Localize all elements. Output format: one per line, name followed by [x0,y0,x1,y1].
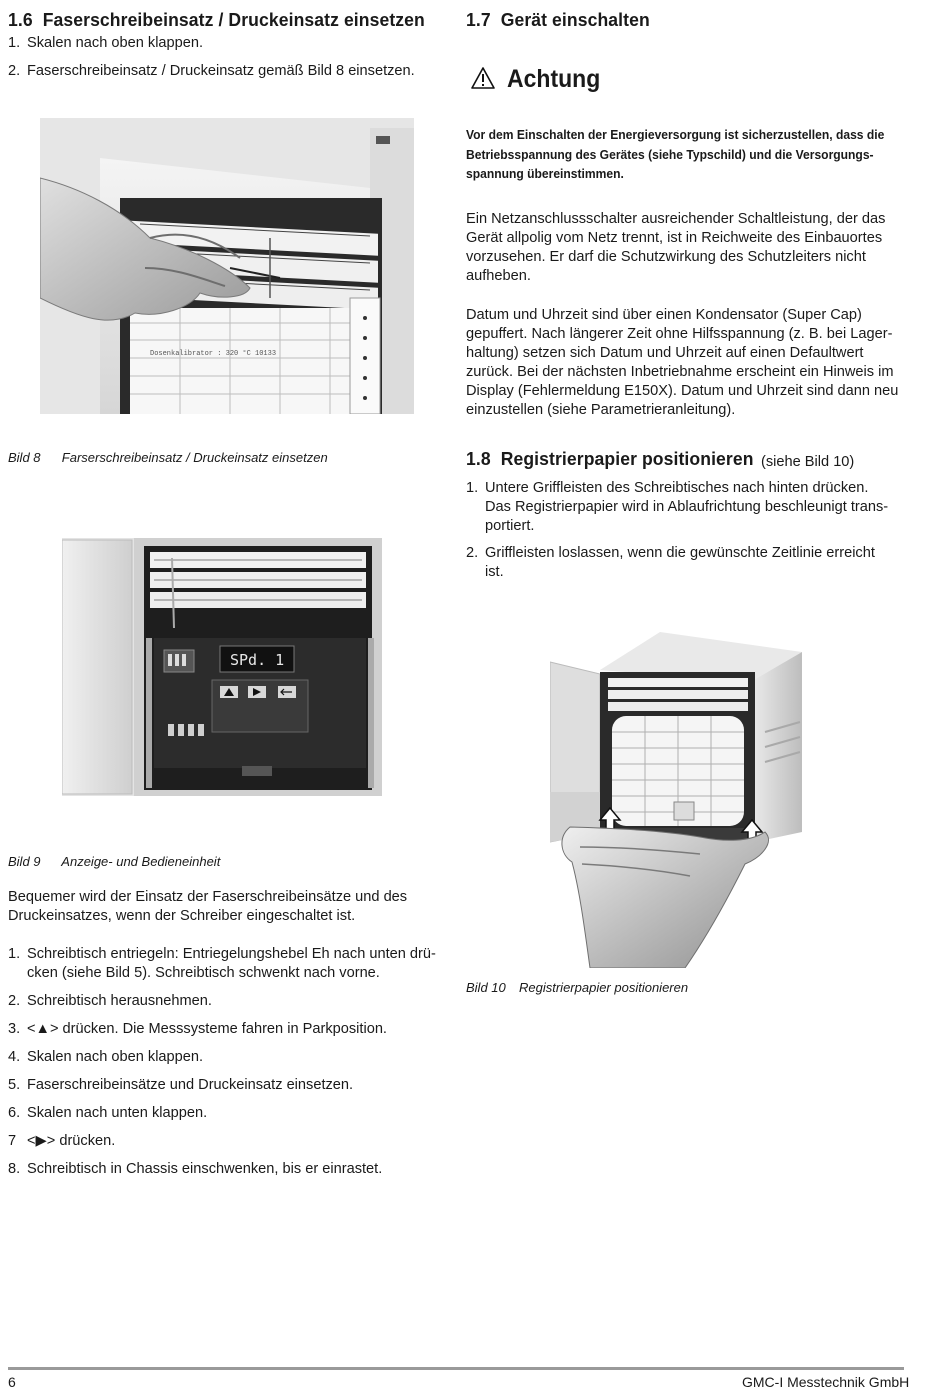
figure-caption: Farserschreibeinsatz / Druckeinsatz einsetzen [61,450,328,465]
bild9-caption [8,854,220,869]
intro-paragraph: Bequemer wird der Einsatz der Faserschreibeinsätze und des Druckeinsatzes, wenn der Schreiber eingeschaltet ist. [8,889,408,924]
bild9-display: SPd. 1 [230,651,285,669]
bild8-caption [8,450,328,465]
warning-icon [470,66,500,96]
figure-caption: Registrierpapier positionieren [519,980,689,995]
section-title: Faserschreibeinsatz / Druckeinsatz einsetzen [42,9,425,30]
footer-rule [8,1367,904,1370]
section-1-6-heading [8,9,425,31]
section-number: 1.7 [466,9,491,30]
paragraph-netzanschluss: Ein Netzanschlussschalter ausreichender Schaltleistung, der das Gerät allpolig vom Netz trennt, ist in Reichweite des Einbauortes vorzusehen. Er darf die Schutzwirkung des Schutzleiters nicht aufheben. [466,211,886,284]
bild8-scale-label: Dosenkalibrator : 320 °C 10133 [150,350,277,358]
section-number: 1.6 [8,9,33,30]
bild10-caption [466,980,688,995]
section-1-8-heading [466,448,754,470]
paragraph-datum-uhrzeit: Datum und Uhrzeit sind über einen Kondensator (Super Cap) gepuffert. Nach längerer Zeit ohne Hilfsspannung (z. B. bei Lager- haltung) setzen sich Datum und Uhrzeit auf einen Defaultwert zurück. Bei der nächsten Inbetriebnahme erscheint ein Hinweis im Display (Fehlermeldung E150X). Datum und Uhrzeit sind dann neu einzustellen (siehe Parametrieranleitung). [466,307,899,418]
section-title: Gerät einschalten [500,9,650,30]
footer-company: GMC-I Messtechnik GmbH [742,1374,910,1390]
bild9-photo [62,538,382,796]
figure-caption: Anzeige- und Bedieneinheit [61,854,221,869]
bild8-photo [40,118,414,414]
figure-label: Bild 9 [8,854,41,869]
figure-reference: (siehe Bild 10) [761,454,855,470]
warning-title: Achtung [507,65,601,93]
section-title: Registrierpapier positionieren [500,448,754,469]
section-number: 1.8 [466,448,491,469]
warning-text: Vor dem Einschalten der Energieversorgung ist sicherzustellen, dass die Betriebsspannung des Gerätes (siehe Typschild) und die Versorgungs- spannung übereinstimmen. [466,127,885,181]
figure-label: Bild 10 [466,980,506,995]
section-1-7-heading [466,9,650,31]
page-number: 6 [8,1374,16,1390]
figure-label: Bild 8 [8,450,41,465]
bild10-photo [550,632,802,968]
